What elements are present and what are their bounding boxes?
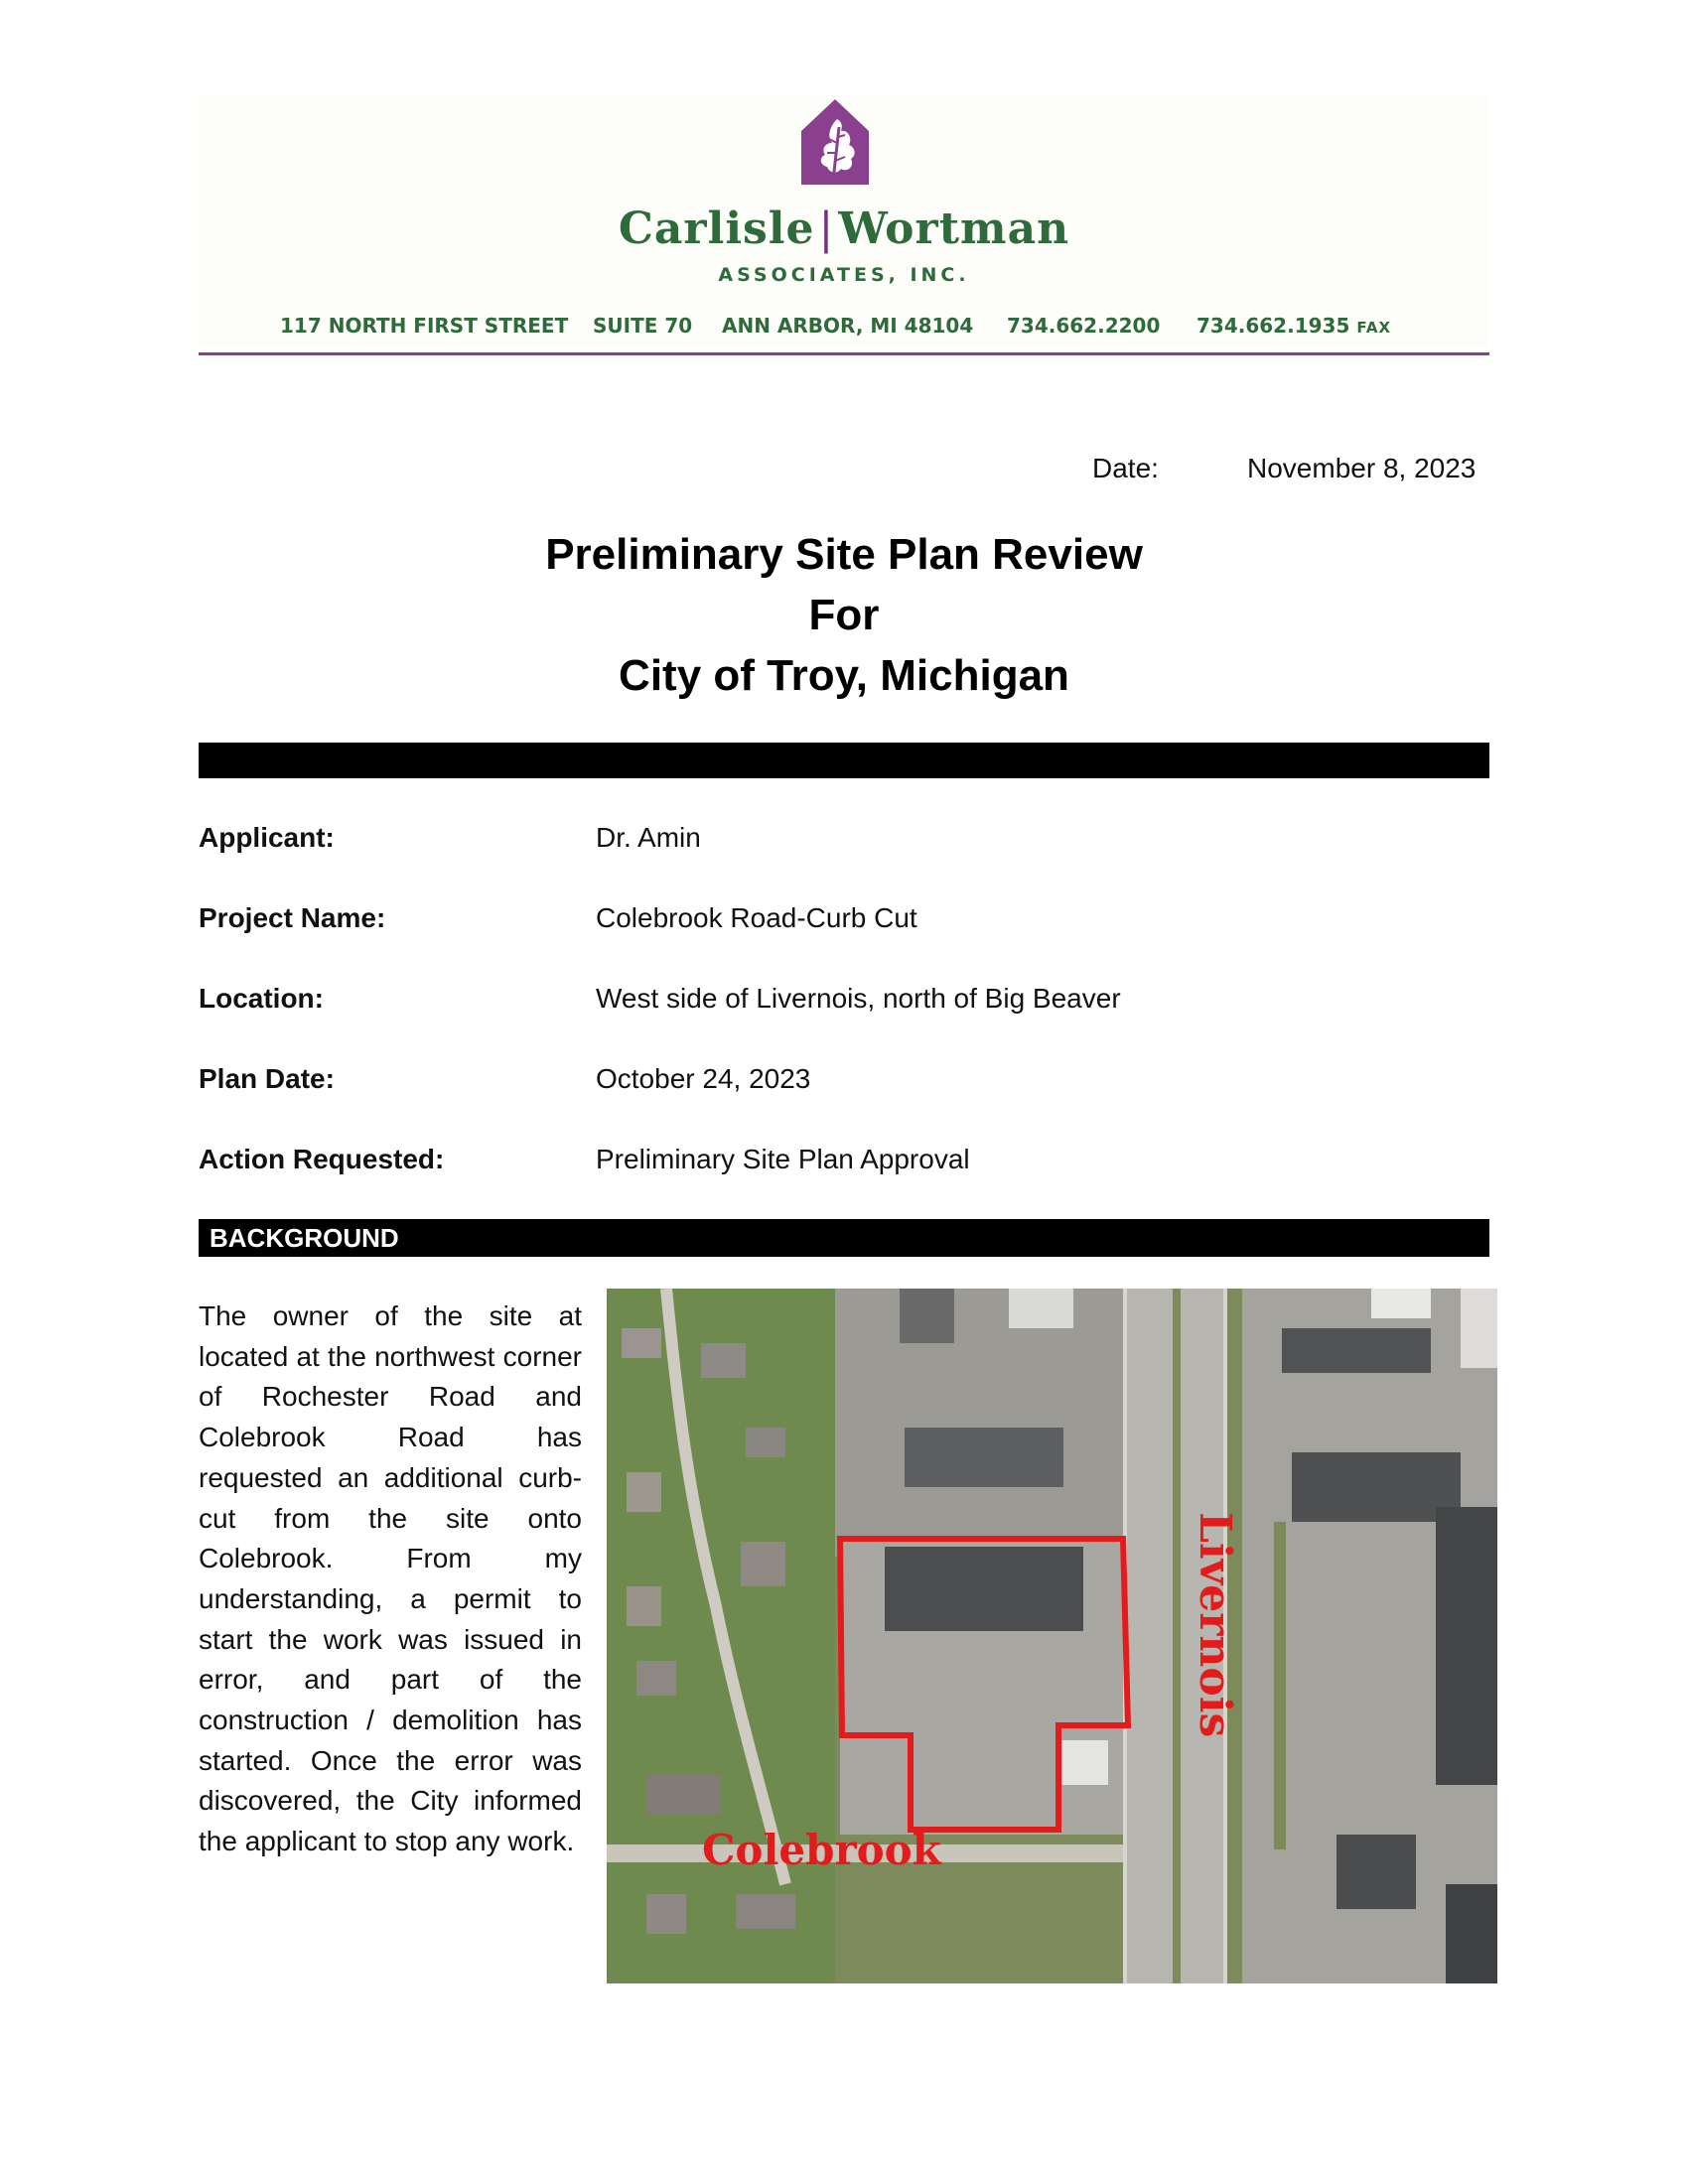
project-name-label: Project Name: bbox=[199, 902, 386, 933]
title-line-2: For bbox=[808, 591, 880, 639]
map-label-livernois: Livernois bbox=[1190, 1512, 1240, 1738]
map-label-colebrook: Colebrook bbox=[702, 1826, 941, 1874]
background-section-header bbox=[199, 1219, 1489, 1257]
title-line-3: City of Troy, Michigan bbox=[619, 651, 1069, 700]
project-name-value: Colebrook Road-Curb Cut bbox=[596, 902, 917, 933]
firm-name bbox=[0, 204, 1688, 254]
applicant-value: Dr. Amin bbox=[596, 822, 701, 853]
background-heading: BACKGROUND bbox=[210, 1223, 399, 1253]
action-requested-label: Action Requested: bbox=[199, 1144, 445, 1174]
location-value: West side of Livernois, north of Big Beaver bbox=[596, 983, 1121, 1014]
title-line-1: Preliminary Site Plan Review bbox=[545, 530, 1143, 579]
location-label: Location: bbox=[199, 983, 324, 1014]
title-divider-bar bbox=[199, 743, 1489, 778]
action-requested-value: Preliminary Site Plan Approval bbox=[596, 1144, 970, 1174]
plan-date-value: October 24, 2023 bbox=[596, 1063, 811, 1094]
background-paragraph: The owner of the site at located at the northwest corner of Rochester Road and Colebrook Road has requested an additional curb-cut from the site onto Colebrook. From my understanding, a permit to start the work was issued in error, and part of the construction / demolition has started. Once the error was discovered, the City informed the applicant to stop any work. bbox=[199, 1300, 582, 1857]
address-suite: SUITE 70 bbox=[593, 314, 693, 338]
fax-number: 734.662.1935 bbox=[1196, 314, 1350, 338]
firm-name-first: Carlisle bbox=[618, 204, 815, 254]
firm-name-second: Wortman bbox=[838, 204, 1070, 254]
address-fax bbox=[1196, 314, 1391, 338]
address-street: 117 NORTH FIRST STREET bbox=[280, 314, 569, 338]
applicant-label: Applicant: bbox=[199, 822, 335, 853]
plan-date-label: Plan Date: bbox=[199, 1063, 335, 1094]
date-label: Date: bbox=[1092, 453, 1159, 483]
firm-name-separator: | bbox=[818, 204, 835, 254]
document-title bbox=[0, 524, 1688, 706]
oak-leaf-house-icon bbox=[799, 97, 871, 187]
address-city: ANN ARBOR, MI 48104 bbox=[722, 314, 974, 338]
address-phone: 734.662.2200 bbox=[1007, 314, 1161, 338]
letterhead-rule bbox=[199, 352, 1489, 355]
firm-subtitle: ASSOCIATES, INC. bbox=[718, 264, 970, 286]
fax-label: FAX bbox=[1356, 319, 1392, 337]
aerial-site-map bbox=[607, 1289, 1497, 1983]
date-value: November 8, 2023 bbox=[1247, 453, 1477, 483]
